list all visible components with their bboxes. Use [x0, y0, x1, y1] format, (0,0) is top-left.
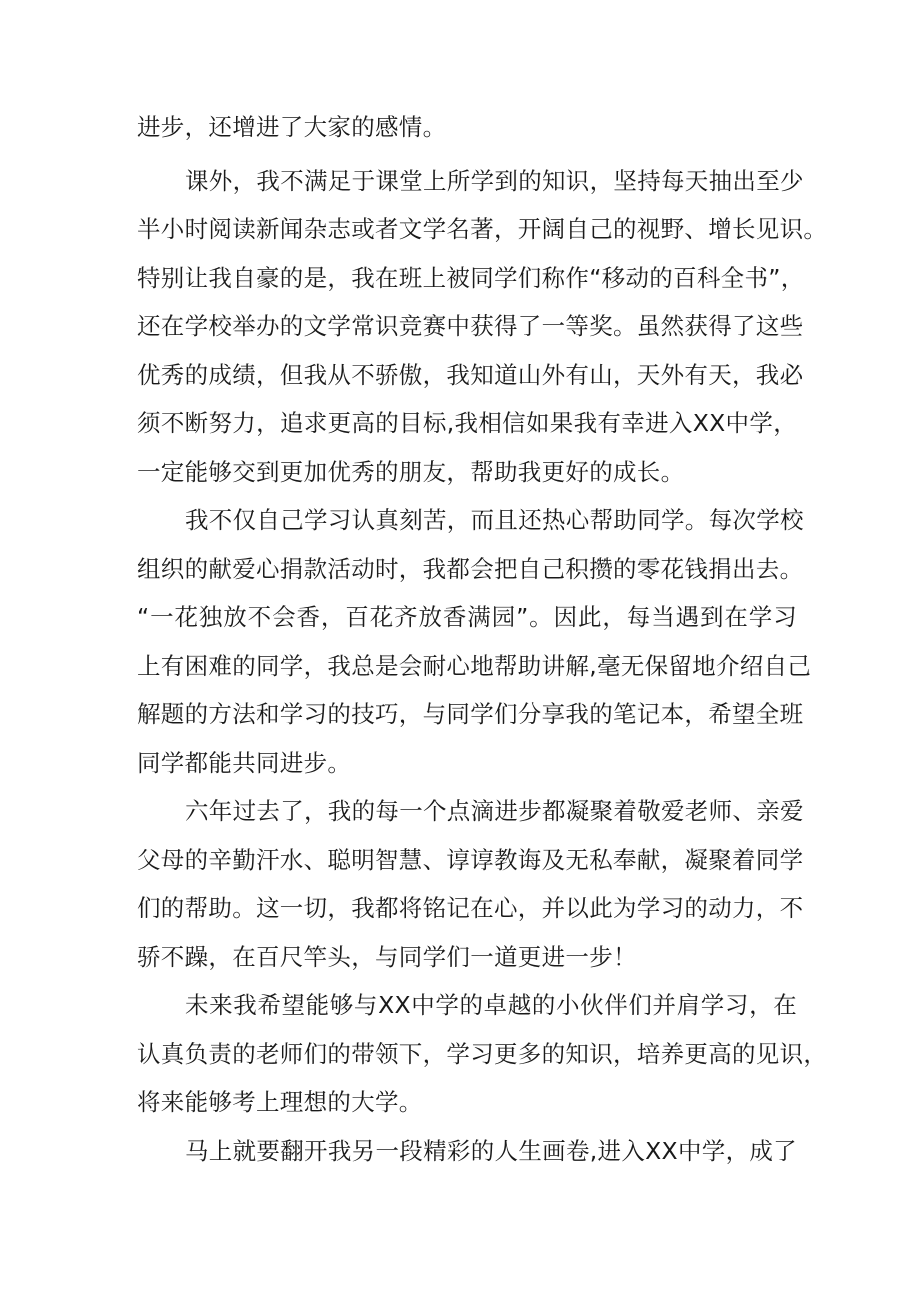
text-line: 父母的辛勤汗水、聪明智慧、谆谆教诲及无私奉献，凝聚着同学	[137, 846, 804, 874]
text-line: 未来我希望能够与XX中学的卓越的小伙伴们并肩学习，在	[185, 991, 797, 1019]
text-line: 们的帮助。这一切，我都将铭记在心，并以此为学习的动力，不	[137, 894, 804, 922]
text-line: 认真负责的老师们的带领下，学习更多的知识，培养更高的见识，	[137, 1040, 828, 1068]
text-line: 优秀的成绩，但我从不骄傲，我知道山外有山，天外有天，我必	[137, 361, 804, 389]
text-line: 同学都能共同进步。	[137, 749, 352, 777]
text-line: 马上就要翻开我另一段精彩的人生画卷,进入XX中学，成了	[185, 1137, 797, 1165]
text-line: 进步，还增进了大家的感情。	[137, 113, 447, 141]
text-line: 我不仅自己学习认真刻苦，而且还热心帮助同学。每次学校	[185, 506, 804, 534]
text-line: 组织的献爱心捐款活动时，我都会把自己积攒的零花钱捐出去。	[137, 555, 804, 583]
text-line: 还在学校举办的文学常识竞赛中获得了一等奖。虽然获得了这些	[137, 312, 804, 340]
text-line: 特别让我自豪的是，我在班上被同学们称作“移动的百科全书”，	[137, 264, 805, 292]
text-line: 半小时阅读新闻杂志或者文学名著，开阔自己的视野、增长见识。	[137, 215, 828, 243]
text-line: “一花独放不会香，百花齐放香满园”。因此，每当遇到在学习	[137, 603, 797, 631]
text-line: 骄不躁，在百尺竿头，与同学们一道更进一步！	[137, 943, 637, 971]
text-line: 课外，我不满足于课堂上所学到的知识，坚持每天抽出至少	[185, 167, 804, 195]
text-line: 解题的方法和学习的技巧，与同学们分享我的笔记本，希望全班	[137, 700, 804, 728]
text-line: 一定能够交到更加优秀的朋友，帮助我更好的成长。	[137, 458, 685, 486]
text-line: 六年过去了，我的每一个点滴进步都凝聚着敬爱老师、亲爱	[185, 797, 804, 825]
text-line: 将来能够考上理想的大学。	[137, 1088, 423, 1116]
text-line: 须不断努力，追求更高的目标,我相信如果我有幸进入XX中学，	[137, 409, 797, 437]
text-line: 上有困难的同学，我总是会耐心地帮助讲解,毫无保留地介绍自己	[137, 652, 812, 680]
